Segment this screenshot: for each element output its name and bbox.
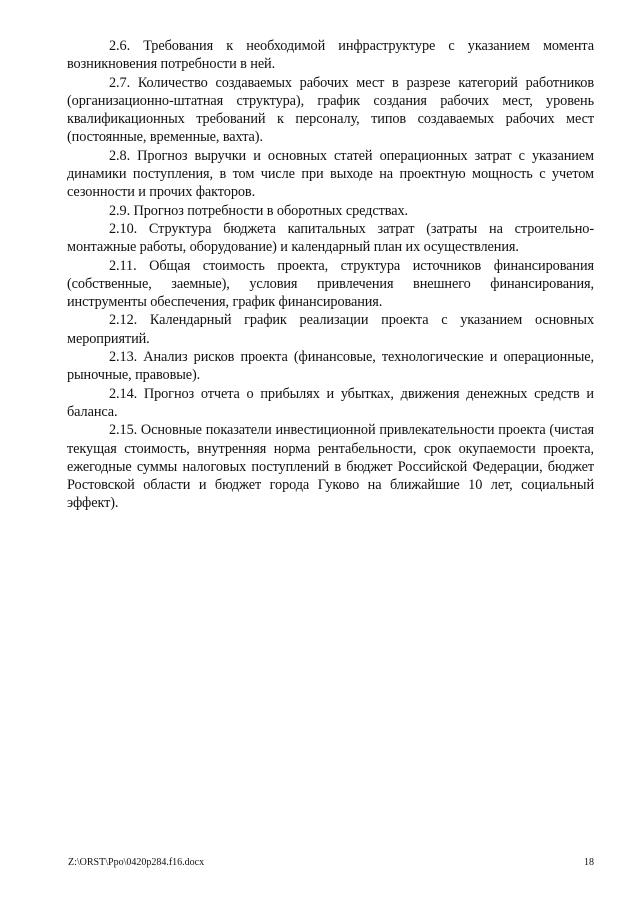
page-number: 18 (584, 857, 594, 868)
paragraph-2-11: 2.11. Общая стоимость проекта, структура источников финансирования (собственные, заемные), условия привлечения внешнего финансирования, инструменты обеспечения, график финансирования. (67, 257, 594, 311)
paragraph-2-8: 2.8. Прогноз выручки и основных статей операционных затрат с указанием динамики поступления, в том числе при выходе на проектную мощность с учетом сезонности и прочих факторов. (67, 147, 594, 201)
paragraph-2-6: 2.6. Требования к необходимой инфраструктуре с указанием момента возникновения потребности в ней. (67, 38, 594, 73)
paragraph-2-7: 2.7. Количество создаваемых рабочих мест в разрезе категорий работников (организационно-штатная структура), график создания рабочих мест, уровень квалификационных требований к персоналу, типов создаваемых рабочих мест (постоянные, временные, вахта). (67, 74, 594, 146)
paragraph-2-9: 2.9. Прогноз потребности в оборотных средствах. (109, 202, 408, 219)
paragraph-2-10: 2.10. Структура бюджета капитальных затрат (затраты на строительно-монтажные работы, оборудование) и календарный план их осуществления. (67, 220, 594, 256)
paragraph-2-13: 2.13. Анализ рисков проекта (финансовые, технологические и операционные, рыночные, правовые). (67, 349, 594, 384)
paragraph-2-12: 2.12. Календарный график реализации проекта с указанием основных мероприятий. (67, 312, 594, 347)
paragraph-2-15: 2.15. Основные показатели инвестиционной привлекательности проекта (чистая текущая стоимость, внутренняя норма рентабельности, срок окупаемости проекта, ежегодные суммы налоговых поступлений в бюджет Российской Федерации, бюджет Ростовской области и бюджет города Гуково на ближайшие 10 лет, социальный эффект). (67, 422, 594, 512)
document-body (67, 37, 594, 513)
paragraph-2-14: 2.14. Прогноз отчета о прибылях и убытках, движения денежных средств и баланса. (67, 385, 594, 420)
footer-file-path: Z:\ORST\Ppo\0420p284.f16.docx (68, 857, 205, 868)
